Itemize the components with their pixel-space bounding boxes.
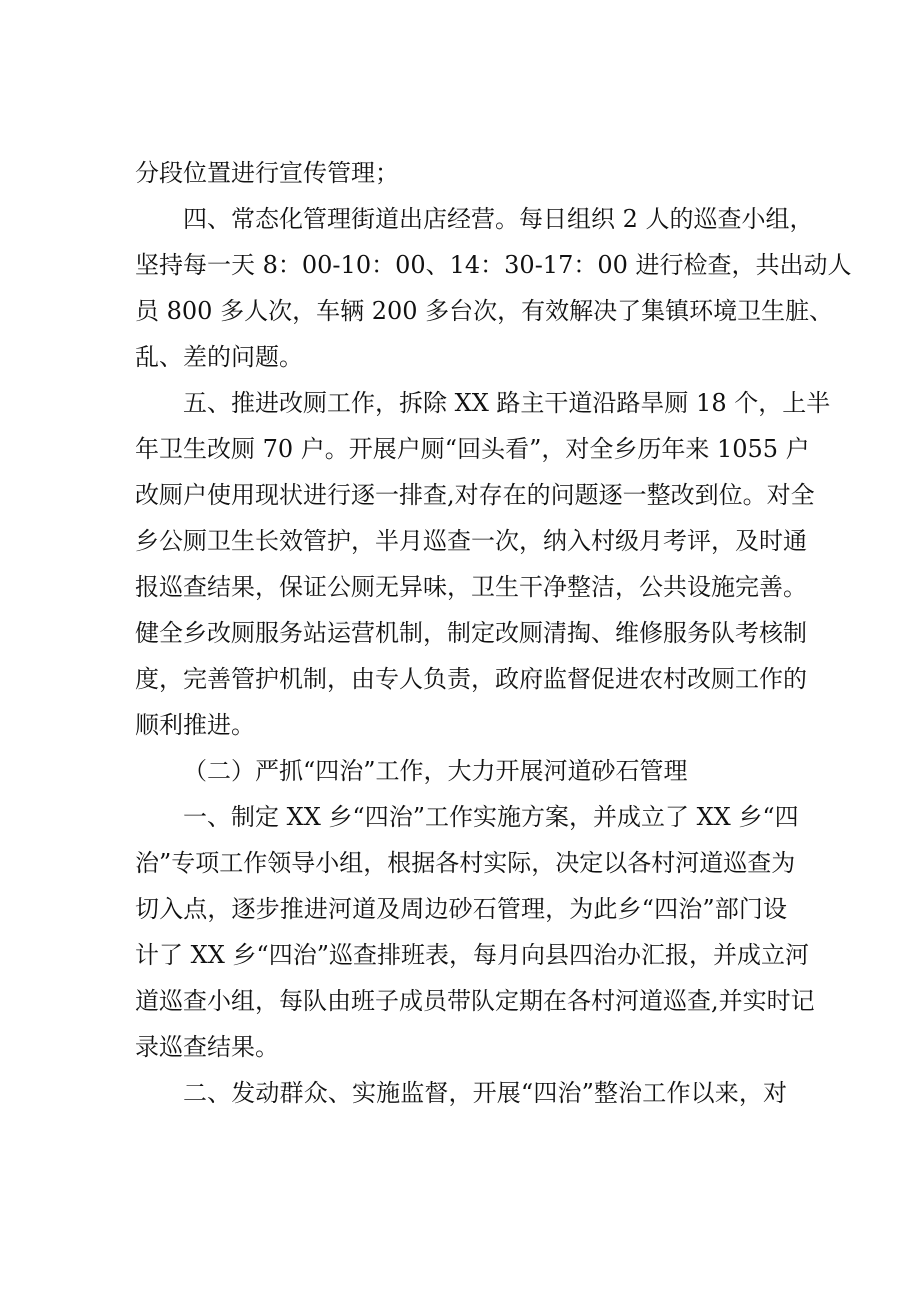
text-line-16: 治”专项工作领导小组，根据各村实际，决定以各村河道巡查为 <box>135 849 796 877</box>
text-line-20: 录巡查结果。 <box>135 1033 279 1061</box>
text-line-12: 度，完善管护机制，由专人负责，政府监督促进农村改厕工作的 <box>135 665 807 693</box>
text-line-15: 一、制定 XX 乡“四治”工作实施方案，并成立了 XX 乡“四 <box>183 803 799 831</box>
text-line-7: 年卫生改厕 70 户。开展户厕“回头看”，对全乡历年来 1055 户 <box>135 435 810 463</box>
text-line-11: 健全乡改厕服务站运营机制，制定改厕清掏、维修服务队考核制 <box>135 619 807 647</box>
text-line-4: 员 800 多人次，车辆 200 多台次，有效解决了集镇环境卫生脏、 <box>135 297 834 325</box>
text-line-17: 切入点，逐步推进河道及周边砂石管理，为此乡“四治”部门设 <box>135 895 787 923</box>
section-heading: （二）严抓“四治”工作，大力开展河道砂石管理 <box>183 757 688 785</box>
text-line-1: 分段位置进行宣传管理； <box>135 159 399 187</box>
text-line-9: 乡公厕卫生长效管护，半月巡查一次，纳入村级月考评，及时通 <box>135 527 807 555</box>
text-line-13: 顺利推进。 <box>135 711 255 739</box>
text-line-6: 五、推进改厕工作，拆除 XX 路主干道沿路旱厕 18 个，上半 <box>183 389 831 417</box>
text-line-5: 乱、差的问题。 <box>135 343 303 371</box>
text-line-10: 报巡查结果，保证公厕无异味，卫生干净整洁，公共设施完善。 <box>135 573 807 601</box>
text-line-19: 道巡查小组，每队由班子成员带队定期在各村河道巡查,并实时记 <box>135 987 815 1015</box>
text-line-8: 改厕户使用现状进行逐一排查,对存在的问题逐一整改到位。对全 <box>135 481 815 509</box>
text-line-21: 二、发动群众、实施监督，开展“四治”整治工作以来，对 <box>183 1079 787 1107</box>
text-line-2: 四、常态化管理街道出店经营。每日组织 2 人的巡查小组， <box>183 205 814 233</box>
text-line-18: 计了 XX 乡“四治”巡查排班表，每月向县四治办汇报，并成立河 <box>135 941 809 969</box>
text-line-3: 坚持每一天 8：00-10：00、14：30-17：00 进行检查，共出动人 <box>135 251 852 279</box>
